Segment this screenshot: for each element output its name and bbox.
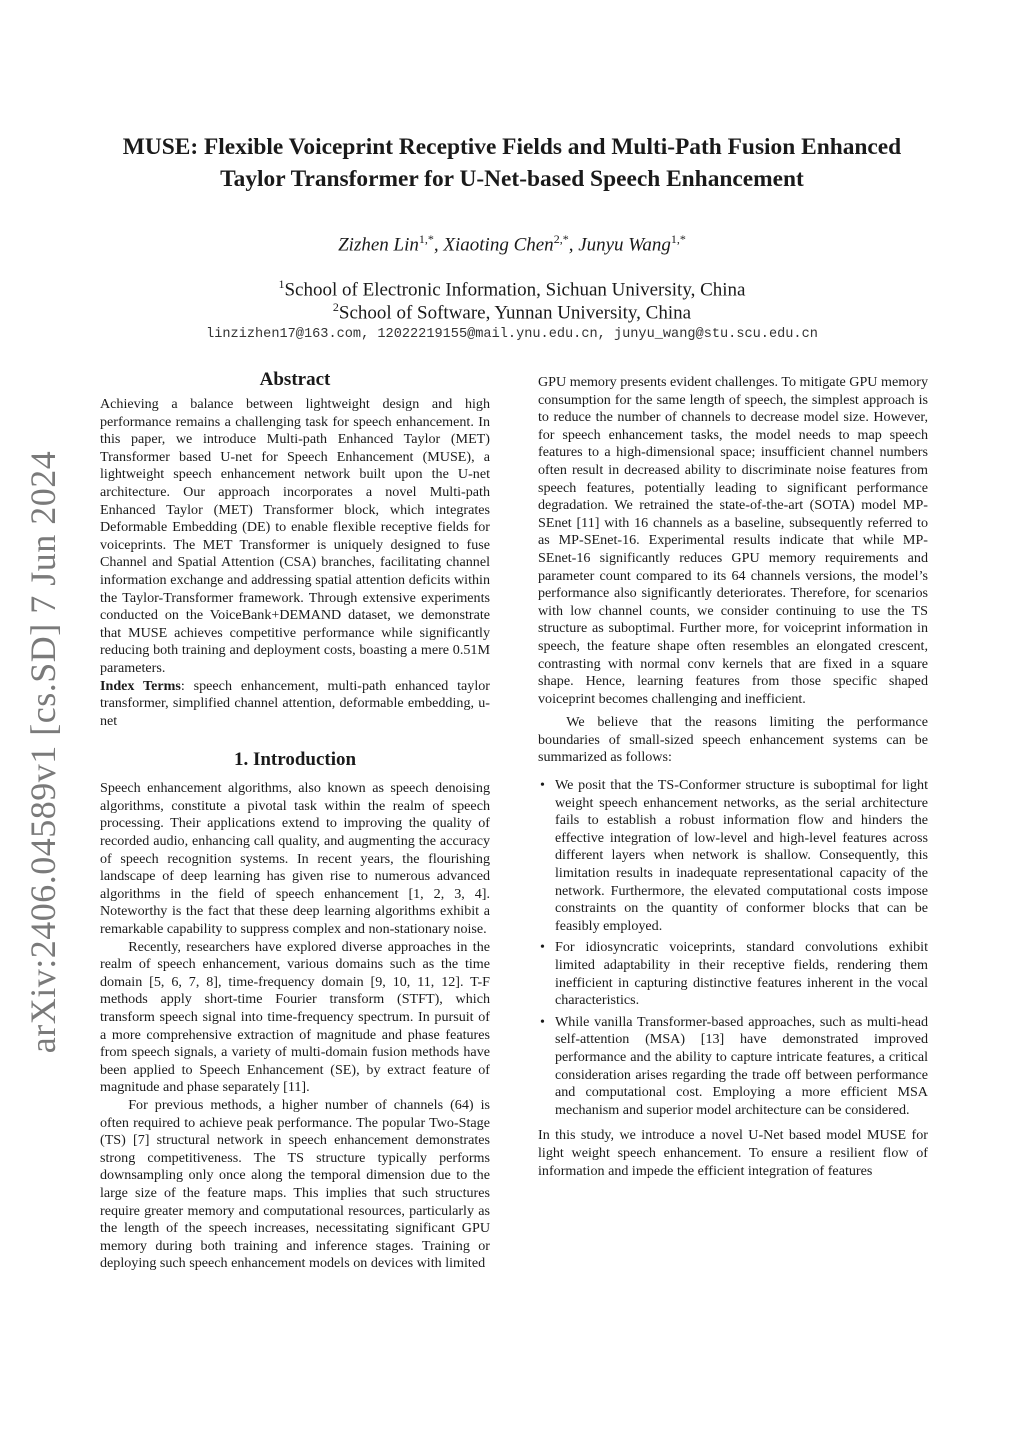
author-affil-mark: 1,* bbox=[418, 232, 434, 246]
index-terms-label: Index Terms bbox=[100, 677, 181, 694]
affiliation-2 bbox=[60, 300, 964, 324]
affiliation-1 bbox=[60, 277, 964, 301]
list-item-text: While vanilla Transformer-based approaches, such as multi-head self-attention (MSA) [13] have demonstrated improved performance and the ability to capture intricate features, a critical consideration arises regarding the trade off between performance and computational cost. Employing a more efficient MSA mechanism and superior model architecture can be considered. bbox=[555, 1013, 928, 1118]
bullet-icon: • bbox=[540, 939, 545, 956]
intro-paragraph-3: For previous methods, a higher number of channels (64) is often required to achieve peak performance. The popular Two-Stage (TS) [7] structural network in speech enhancement demonstrates strong competitiveness. The TS structure typically performs downsampling only once along the temporal dimension due to the large size of the feature maps. This implies that such structures require greater memory and computational resources, particularly as the length of the speech increases, necessitating significant GPU memory during both training and inference stages. Training or deploying such speech enhancement models on devices with limited bbox=[100, 1096, 490, 1272]
title-line-1: MUSE: Flexible Voiceprint Receptive Fields and Multi-Path Fusion Enhanced bbox=[122, 134, 902, 160]
intro-paragraph-5: In this study, we introduce a novel U-Net based model MUSE for light weight speech enhancement. To ensure a resilient flow of information and impede the efficient integration of features bbox=[538, 1127, 928, 1179]
title-line-2: Taylor Transformer for U-Net-based Speech Enhancement bbox=[220, 166, 804, 192]
affiliation-mark: 2 bbox=[332, 300, 339, 314]
author-emails: linzizhen17@163.com, 12022219155@mail.ynu.edu.cn, junyu_wang@stu.scu.edu.cn bbox=[206, 327, 818, 342]
bullet-icon: • bbox=[540, 777, 545, 794]
intro-paragraph-1: Speech enhancement algorithms, also known as speech denoising algorithms, constitute a pivotal task within the realm of speech processing. Their applications extend to improving the quality of recorded audio, enhancing call quality, and augmenting the accuracy of speech recognition systems. In recent years, the flourishing landscape of deep learning has given rise to numerous advanced algorithms in the field of speech enhancement [1, 2, 3, 4]. Noteworthy is the fact that these deep learning algorithms exhibit a remarkable capability to suppress complex and non-stationary noise. bbox=[100, 780, 490, 938]
paper-title bbox=[60, 131, 964, 195]
author-affil-mark: 1,* bbox=[670, 232, 686, 246]
author-name: Xiaoting Chen bbox=[443, 234, 554, 256]
author-separator: , bbox=[433, 234, 444, 256]
limitations-list bbox=[538, 777, 928, 1119]
author-name: Junyu Wang bbox=[578, 234, 671, 256]
list-item bbox=[538, 1014, 928, 1120]
right-column bbox=[538, 374, 928, 1180]
affiliation-text: School of Electronic Information, Sichuan University, China bbox=[284, 279, 746, 301]
list-item bbox=[538, 939, 928, 1009]
introduction-heading: 1. Introduction bbox=[233, 749, 357, 771]
intro-paragraph-2: Recently, researchers have explored diverse approaches in the realm of speech enhancement, various domains such as the time domain [5, 6, 7, 8], time-frequency domain [9, 10, 11, 12]. T-F methods apply short-time Fourier transform (STFT), which transform speech signal into time-frequency spectrum. In pursuit of a more comprehensive extraction of magnitude and phase features from speech signals, a variety of multi-domain fusion methods have been applied to Speech Enhancement (SE), by extract feature of magnitude and phase separately [11]. bbox=[100, 938, 490, 1096]
author-name: Zizhen Lin bbox=[338, 234, 419, 256]
list-item bbox=[538, 777, 928, 935]
index-terms-text: : speech enhancement, multi-path enhanced taylor transformer, simplified channel attention, deformable embedding, u-net bbox=[100, 677, 490, 729]
intro-paragraph-3-continued: GPU memory presents evident challenges. To mitigate GPU memory consumption for the same length of speech, the simplest approach is to reduce the number of channels to decrease model size. However, for speech enhancement tasks, the model needs to map speech features to a high-dimensional space; insufficient channel numbers often result in decreased ability to discriminate noise features from speech features, potentially leading to significant performance degradation. We retrained the state-of-the-art (SOTA) model MP-SEnet [11] with 16 channels as a baseline, subsequently referred to as MP-SEnet-16. Experimental results indicate that while MP-SEnet-16 significantly reduces GPU memory requirements and parameter count compared to its 64 channels versions, the model’s performance also significantly deteriorates. Therefore, for scenarios with low channel counts, we consider continuing to use the TS structure as suboptimal. Further more, for voiceprint information in speech, the feature shape often resembles an elongated crescent, contrasting with normal conv kernels that are fixed in a square shape. Hence, learning features from those specific shaped voiceprint becomes challenging and inefficient. bbox=[538, 374, 928, 707]
affiliation-mark: 1 bbox=[278, 277, 285, 291]
index-terms bbox=[100, 678, 490, 731]
abstract-text: Achieving a balance between lightweight design and high performance remains a challenging task for speech enhancement. In this paper, we introduce Multi-path Enhanced Taylor (MET) Transformer based U-net for Speech Enhancement (MUSE), a lightweight speech enhancement network built upon the U-net architecture. Our approach incorporates a novel Multi-path Enhanced Taylor (MET) Transformer block, which integrates Deformable Embedding (DE) to enable flexible receptive fields for voiceprints. The MET Transformer is uniquely designed to fuse Channel and Spatial Attention (CSA) branches, facilitating channel information exchange and addressing spatial attention deficits within the Taylor-Transformer framework. Through extensive experiments conducted on the VoiceBank+DEMAND dataset, we demonstrate that MUSE achieves competitive performance while significantly reducing both training and deployment costs, boasting a mere 0.51M parameters. bbox=[100, 396, 490, 676]
author-list bbox=[60, 232, 964, 256]
affiliation-text: School of Software, Yunnan University, China bbox=[338, 302, 692, 324]
author-affil-mark: 2,* bbox=[553, 232, 569, 246]
left-column bbox=[100, 368, 490, 1273]
intro-paragraph-4: We believe that the reasons limiting the performance boundaries of small-sized speech enhancement systems can be summarized as follows: bbox=[538, 714, 928, 766]
arxiv-stamp bbox=[14, 450, 72, 1054]
abstract-heading: Abstract bbox=[259, 369, 331, 390]
list-item-text: We posit that the TS-Conformer structure is suboptimal for light weight speech enhancement networks, as the serial architecture fails to establish a robust information flow and hinders the effective integration of low-level and high-level features across different layers when network is shallow. Consequently, this limitation results in inadequate representational capacity of the network. Furthermore, the elevated computational costs impose constraints on the quantity of conformer blocks that can be feasibly employed. bbox=[555, 777, 928, 934]
author-separator: , bbox=[568, 234, 579, 256]
bullet-icon: • bbox=[540, 1013, 545, 1030]
arxiv-stamp-text: arXiv:2406.04589v1 [cs.SD] 7 Jun 2024 bbox=[23, 450, 63, 1054]
list-item-text: For idiosyncratic voiceprints, standard convolutions exhibit limited adaptability in their receptive fields, rendering them inefficient in capturing distinctive features inherent in the vocal characteristics. bbox=[555, 939, 928, 1009]
